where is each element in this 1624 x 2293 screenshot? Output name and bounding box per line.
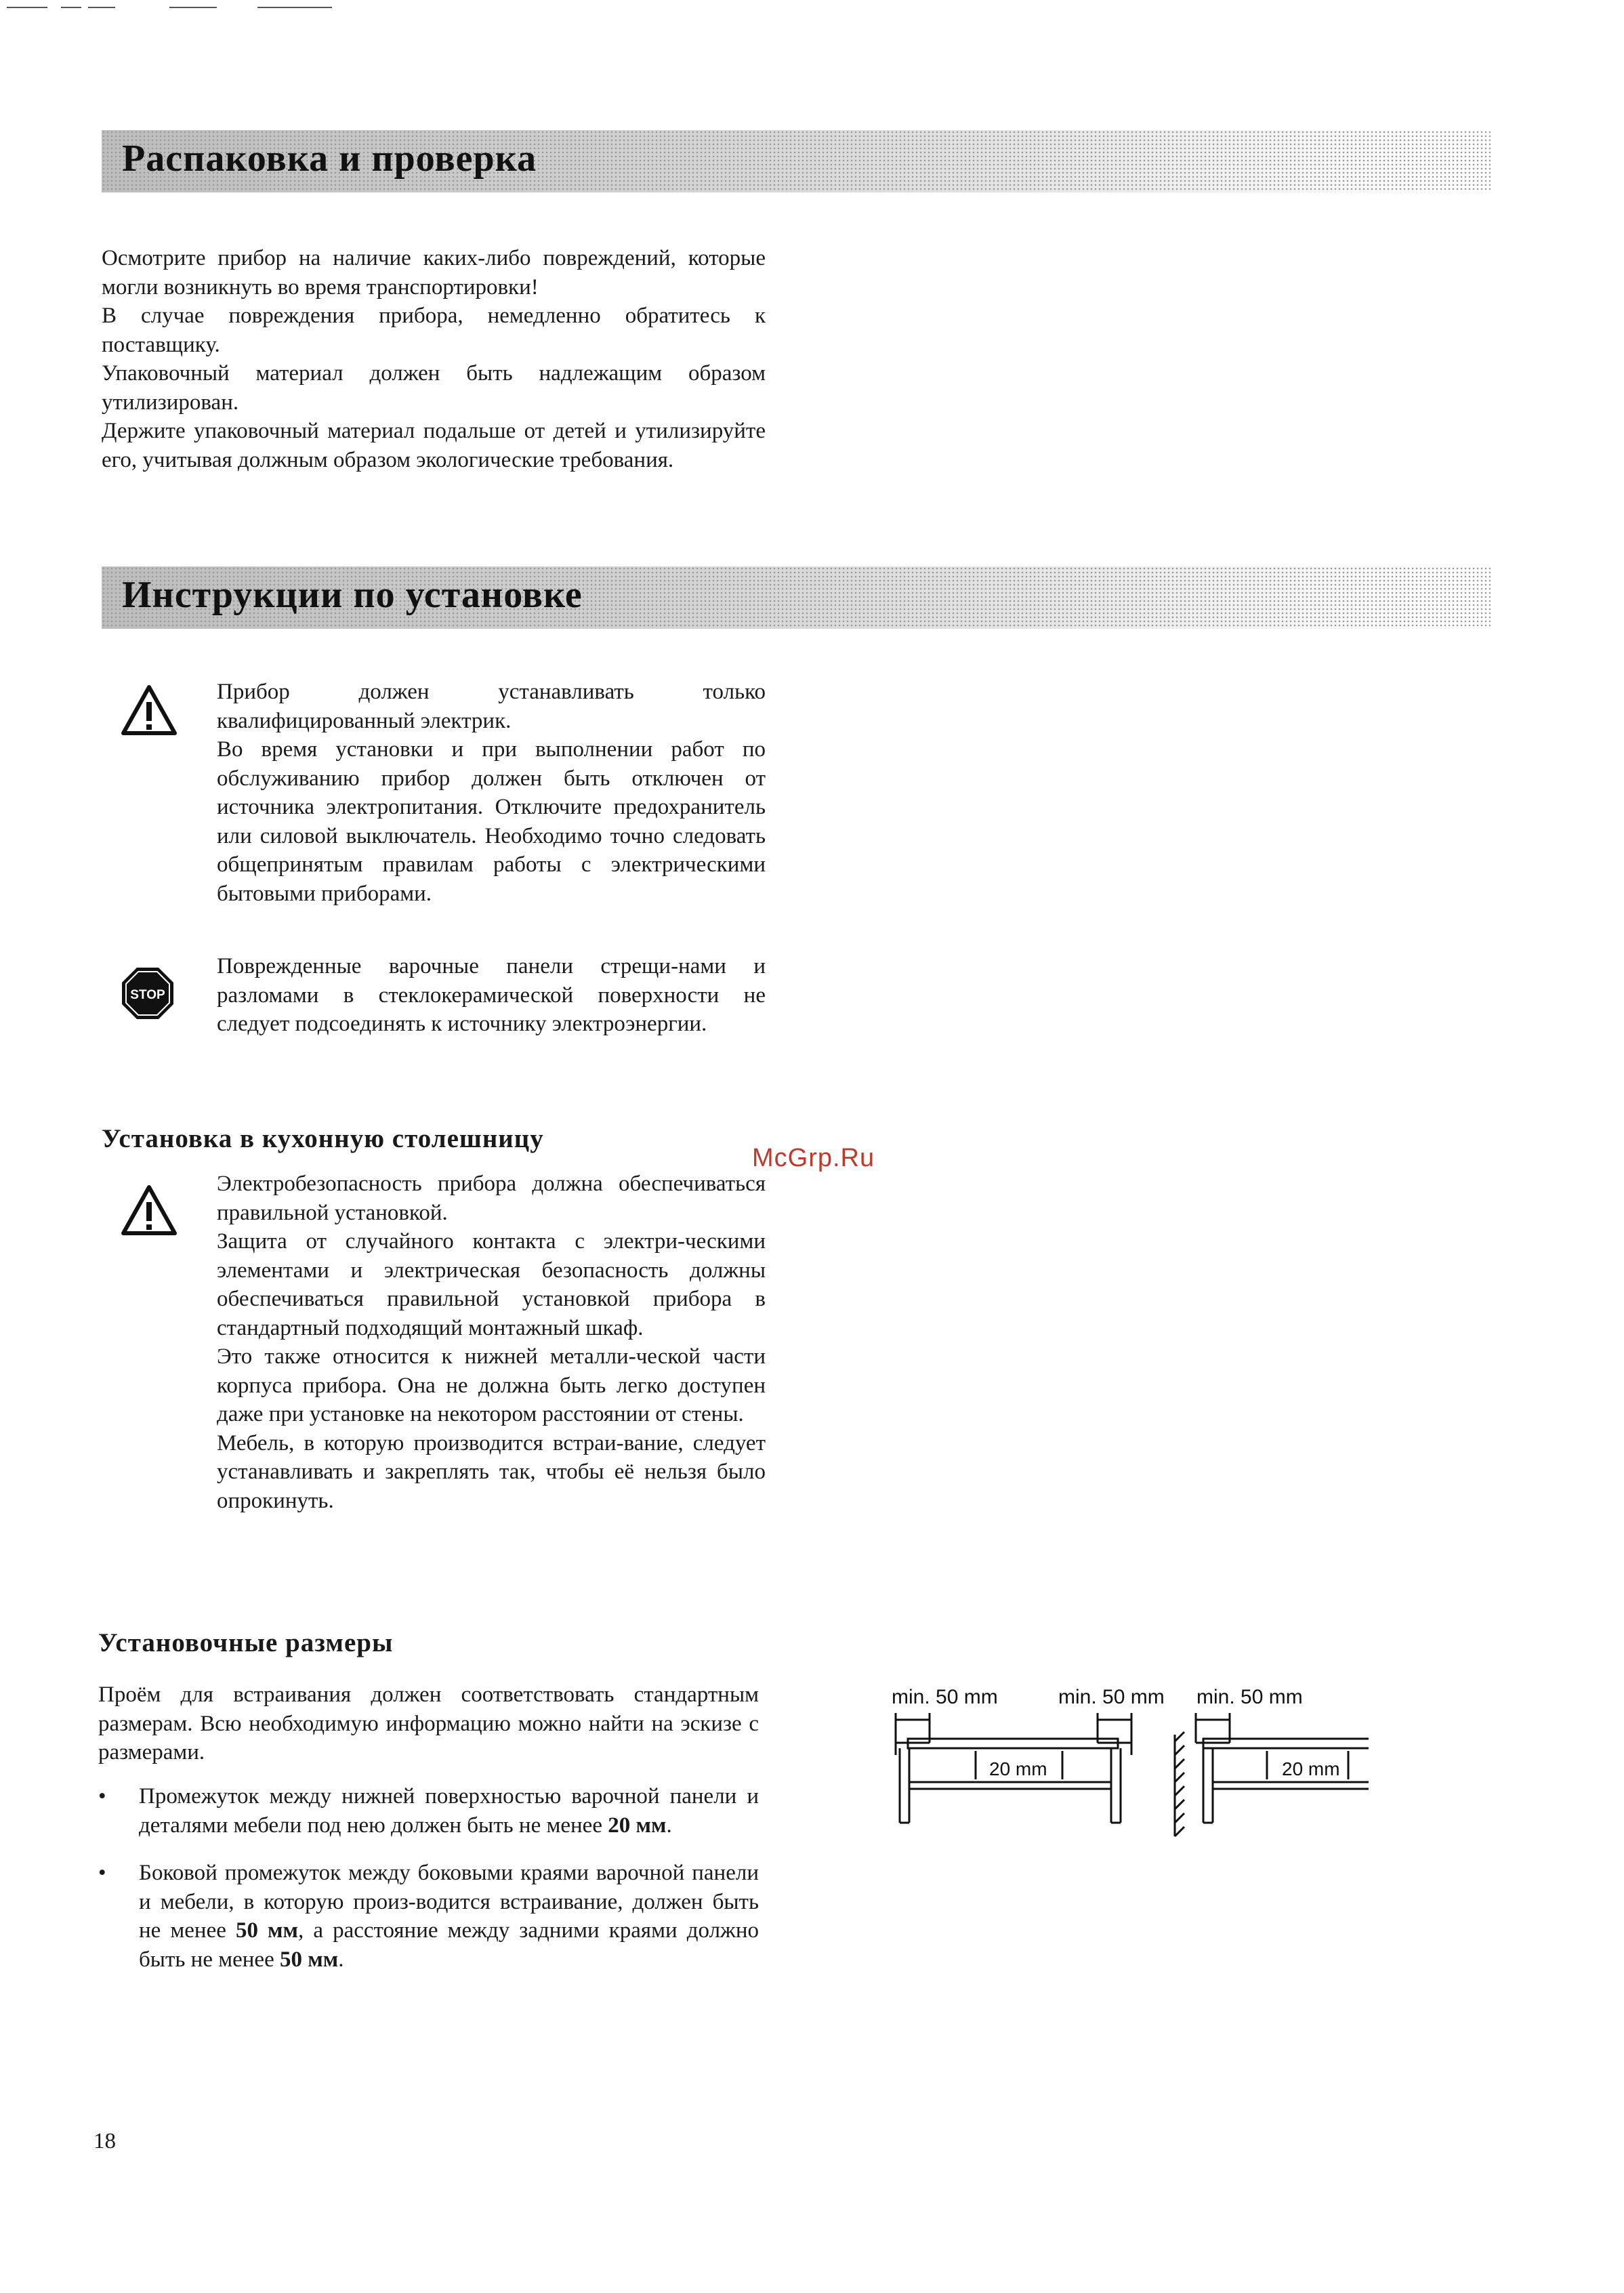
stop-sign-label: STOP	[130, 988, 165, 1002]
bullet-bold-value: 20 мм	[608, 1813, 667, 1838]
scan-marks	[0, 0, 407, 9]
subsection-title-countertop: Установка в кухонную столешницу	[102, 1124, 544, 1153]
diagram-label-20mm: 20 mm	[1282, 1758, 1340, 1779]
section-banner-unpack	[102, 130, 1491, 192]
unpack-paragraph: Упаковочный материал должен быть надлежащим образом утилизирован.	[102, 361, 766, 415]
dimensions-intro	[98, 1680, 759, 1767]
unpack-paragraph: Держите упаковочный материал подальше от детей и утилизируйте его, учитывая должным образом экологические требования.	[102, 419, 766, 472]
installation-dimensions-diagram	[881, 1680, 1369, 1843]
list-item	[98, 1859, 759, 1974]
install-warning-text	[217, 678, 766, 908]
unpack-paragraph: Осмотрите прибор на наличие каких-либо повреждений, которые могли возникнуть во время транспортировки!	[102, 246, 766, 299]
bullet-bold-value: 50 мм	[235, 1918, 299, 1943]
stop-warning-paragraph: Поврежденные варочные панели стрещи-нами и разломами в стеклокерамической поверхности не следует подсоединять к источнику электроэнергии.	[217, 954, 766, 1036]
stop-sign-icon	[121, 966, 175, 1020]
diagram-label-20mm: 20 mm	[989, 1758, 1047, 1779]
countertop-paragraph: Мебель, в которую производится встраи-вание, следует устанавливать и закреплять так, чтобы её нельзя было опрокинуть.	[217, 1430, 766, 1513]
diagram-label-min-50mm: min. 50 mm	[1196, 1686, 1303, 1708]
bullet-text: .	[666, 1813, 672, 1838]
install-warning-paragraph: Во время установки и при выполнении работ по обслуживанию прибор должен быть отключен от источника электропитания. Отключите предохранитель или силовой выключатель. Необходимо точно следовать общепринятым правилам работы с электрическими бытовыми приборами.	[217, 737, 766, 906]
countertop-paragraph: Защита от случайного контакта с электри-ческими элементами и электрическая безопасность должны обеспечиваться правильной установкой прибора в стандартный подходящий монтажный шкаф.	[217, 1229, 766, 1340]
countertop-paragraph: Это также относится к нижней металли-ческой части корпуса прибора. Она не должна быть легко доступен даже при установке на некотором расстоянии от стены.	[217, 1344, 766, 1426]
dimensions-intro-paragraph: Проём для встраивания должен соответствовать стандартным размерам. Всю необходимую информацию можно найти на эскизе с размерами.	[98, 1682, 759, 1764]
section-title-install: Инструкции по установке	[122, 574, 583, 616]
stop-warning-text	[217, 952, 766, 1039]
diagram-label-min-50mm: min. 50 mm	[892, 1686, 998, 1708]
page-number: 18	[93, 2129, 116, 2153]
bullet-text: Промежуток между нижней поверхностью варочной панели и деталями мебели под нею должен быть не менее	[139, 1784, 759, 1838]
warning-triangle-icon	[121, 1184, 178, 1236]
countertop-paragraph: Электробезопасность прибора должна обеспечиваться правильной установкой.	[217, 1172, 766, 1225]
install-warning-paragraph: Прибор должен устанавливать только квалифицированный электрик.	[217, 680, 766, 733]
section-title-unpack: Распаковка и проверка	[122, 138, 537, 180]
section-banner-install	[102, 566, 1491, 629]
bullet-bold-value: 50 мм	[279, 1947, 339, 1972]
list-item	[98, 1782, 759, 1840]
dimensions-bullet-list	[98, 1782, 759, 1993]
warning-triangle-icon	[121, 684, 178, 736]
diagram-label-min-50mm: min. 50 mm	[1058, 1686, 1165, 1708]
unpack-text	[102, 244, 766, 474]
bullet-text: Боковой промежуток между боковыми краями варочной панели и мебели, в которую произ-водится встраивание, должен быть не менее	[139, 1861, 759, 1943]
watermark-text: McGrp.Ru	[752, 1144, 875, 1172]
countertop-text	[217, 1170, 766, 1515]
subsection-title-dimensions: Установочные размеры	[98, 1628, 394, 1657]
bullet-text: , а расстояние между задними краями должно быть не менее	[139, 1918, 759, 1972]
unpack-paragraph: В случае повреждения прибора, немедленно обратитесь к поставщику.	[102, 304, 766, 357]
bullet-text: .	[338, 1947, 344, 1972]
